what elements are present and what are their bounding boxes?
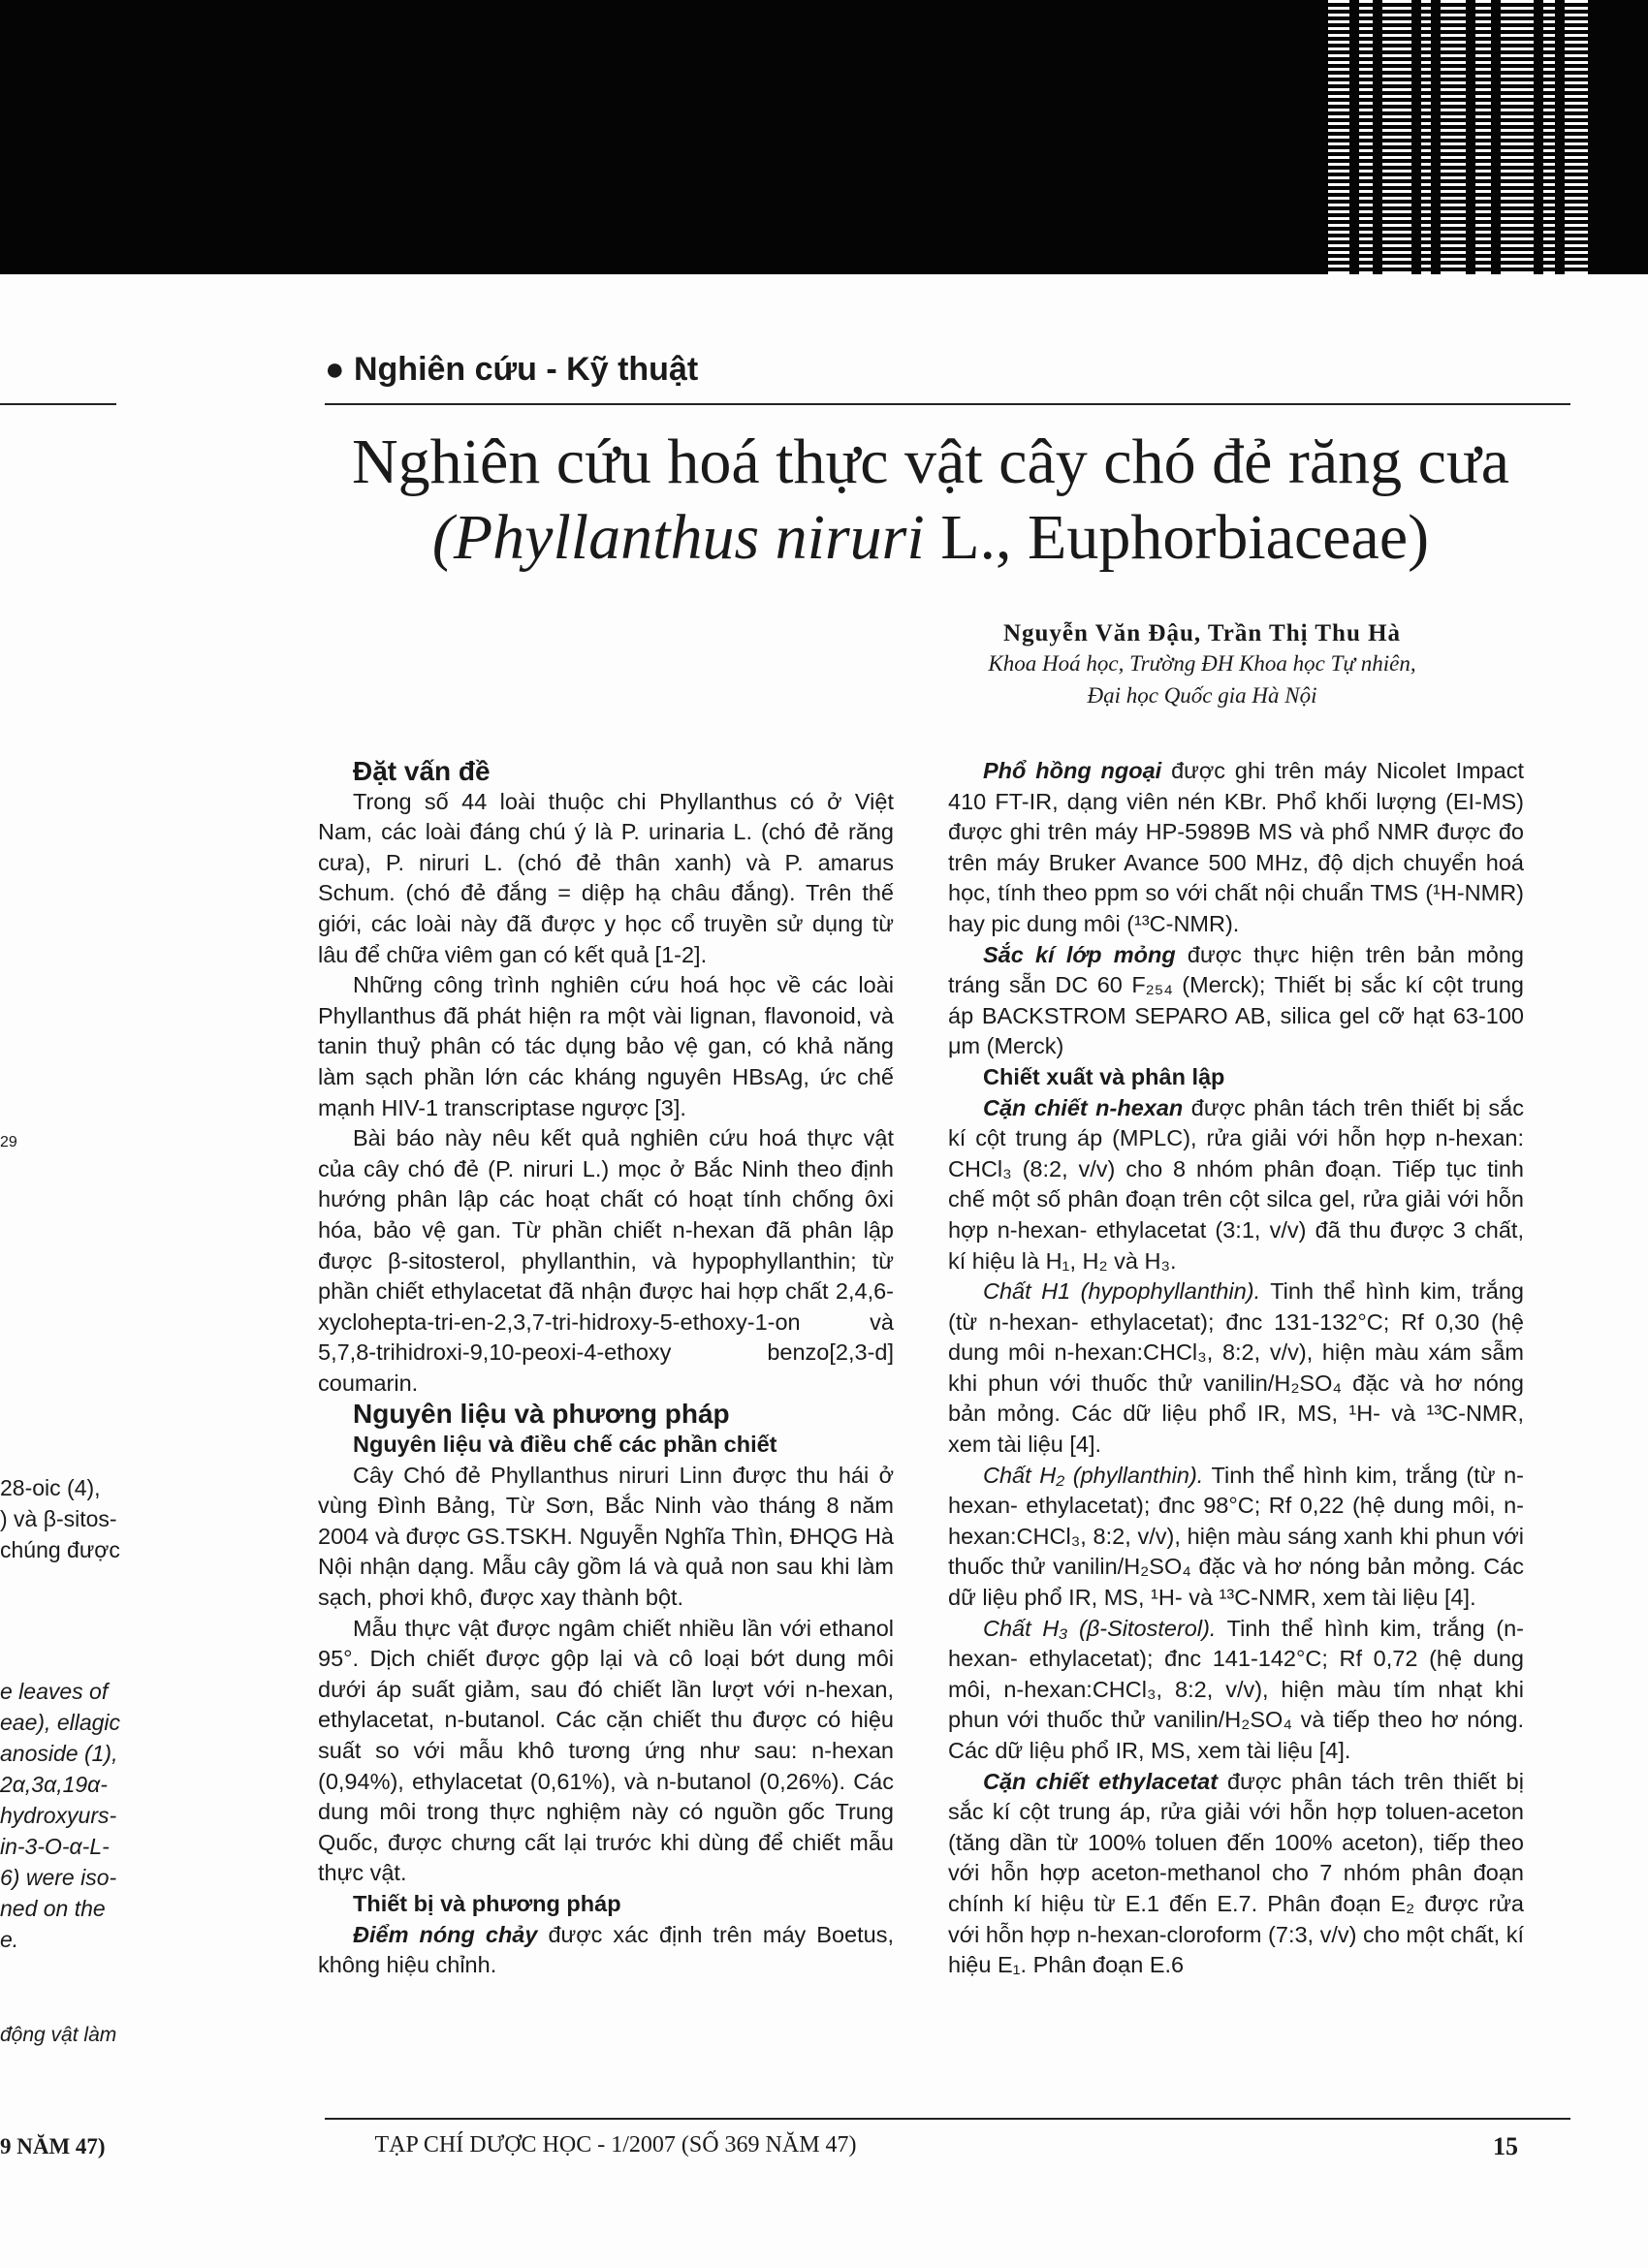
paragraph-text: Tinh thể hình kim, trắng (n-hexan- ethylacetat); đnc 141-142°C; Rf 0,72 (hệ dung môi, n-hexan:CHCl₃, 8:2, v/v), hiện màu tím nhạt khi phun với thuốc thử vanilin/H₂SO₄ và tiếp theo hơ nóng. Các dữ liệu phổ IR, MS, xem tài liệu [4]. xyxy=(948,1615,1524,1763)
paragraph xyxy=(948,1767,1524,1981)
lead-term: Chất H₃ (β-Sitosterol). xyxy=(983,1615,1217,1641)
paragraph xyxy=(948,1614,1524,1767)
title-species: (Phyllanthus niruri xyxy=(431,502,925,573)
paragraph: Mẫu thực vật được ngâm chiết nhiều lần với ethanol 95°. Dịch chiết được gộp lại và cô loại bớt dung môi dưới áp suất giảm, sau đó chiết lần lượt với n-hexan, ethylacetat, n-butanol. Các cặn chiết thu được có hiệu suất so với mẫu khô tương ứng như sau: n-hexan (0,94%), ethylacetat (0,61%), và n-butanol (0,26%). Các dung môi trong thực nghiệm này có nguồn gốc Trung Quốc, được chưng cất lại trước khi dùng để chiết mẫu thực vật. xyxy=(318,1615,894,1886)
paragraph-text: được xác định trên máy Boetus, không hiệu chỉnh. xyxy=(318,1921,894,1978)
author-block xyxy=(834,620,1570,711)
paragraph-text: được phân tách trên thiết bị sắc kí cột trung áp (MPLC), rửa giải với hỗn hợp n-hexan: CHCl₃ (8:2, v/v) cho 8 nhóm phân đoạn. Tiếp tục tinh chế một số phân đoạn trên cột silca gel, rửa giải với hỗn hợp n-hexan- ethylacetat (3:1, v/v) đã thu được 3 chất, kí hiệu là H₁, H₂ và H₃. xyxy=(948,1094,1524,1274)
article-title xyxy=(291,425,1570,576)
paragraph-text: Tinh thể hình kim, trắng (từ n-hexan- ethylacetat); đnc 98°C; Rf 0,22 (hệ dung môi, n-hexan:CHCl₃, 8:2, v/v), hiện màu sáng xanh khi phun với thuốc thử vanilin/H₂SO₄ đặc và hơ nóng bản mỏng. Các dữ liệu phổ IR, MS, ¹H- và ¹³C-NMR, xem tài liệu [4]. xyxy=(948,1462,1524,1611)
right-column xyxy=(948,756,1524,1981)
left-fragment: chúng được xyxy=(0,1537,120,1562)
lead-term: Phổ hồng ngoại xyxy=(983,758,1162,783)
left-fragment: 28-oic (4), xyxy=(0,1475,101,1500)
paragraph-text: được thực hiện trên bản mỏng tráng sẵn DC 60 F₂₅₄ (Merck); Thiết bị sắc kí cột trung áp BACKSTROM SEPARO AB, silica gel cỡ hạt 63-100 μm (Merck) xyxy=(948,941,1524,1059)
heading-equipment: Thiết bị và phương pháp xyxy=(353,1890,621,1916)
paragraph xyxy=(318,1920,894,1981)
top-black-band xyxy=(0,0,1648,274)
paragraph: Trong số 44 loài thuộc chi Phyllanthus có ở Việt Nam, các loài đáng chú ý là P. urinaria L. (chó đẻ răng cưa), P. niruri L. (chó đẻ thân xanh) và P. amarus Schum. (chó đẻ đắng = diệp hạ châu đắng). Trên thế giới, các loài này đã được y học cổ truyền sử dụng từ lâu để chữa viêm gan có kết quả [1-2]. xyxy=(318,788,894,967)
left-fragment: eae), ellagic xyxy=(0,1710,121,1735)
heading-methods: Nguyên liệu và phương pháp xyxy=(353,1399,730,1430)
title-family: L., Euphorbiaceae) xyxy=(924,502,1430,573)
heading-introduction: Đặt vấn đề xyxy=(353,756,491,786)
footer-rule xyxy=(325,2118,1570,2120)
paragraph xyxy=(948,756,1524,940)
affiliation-line-2: Đại học Quốc gia Hà Nội xyxy=(1087,683,1317,708)
barcode-marks xyxy=(1328,0,1648,274)
lead-term: Chất H1 (hypophyllanthin). xyxy=(983,1278,1261,1305)
left-fragment: 2α,3α,19α- xyxy=(0,1772,108,1797)
paragraph xyxy=(948,1093,1524,1277)
left-fragment: ) và β-sitos- xyxy=(0,1506,117,1531)
paragraph xyxy=(948,940,1524,1062)
left-fragment: e leaves of xyxy=(0,1679,109,1704)
paragraph-text: Tinh thể hình kim, trắng (từ n-hexan- ethylacetat); đnc 131-132°C; Rf 0,30 (hệ dung môi n-hexan:CHCl₃, 8:2, v/v), hiện màu xám sẫm khi phun với thuốc thử vanilin/H₂SO₄ đặc và hơ nóng bản mỏng. Các dữ liệu phổ IR, MS, ¹H- và ¹³C-NMR, xem tài liệu [4]. xyxy=(948,1278,1524,1458)
paragraph-text: được ghi trên máy Nicolet Impact 410 FT-IR, dạng viên nén KBr. Phổ khối lượng (EI-MS) được ghi trên máy HP-5989B MS và phổ NMR được đo trên máy Bruker Avance 500 MHz, độ dịch chuyển hoá học, tính theo ppm so với chất nội chuẩn TMS (¹H-NMR) hay pic dung môi (¹³C-NMR). xyxy=(948,758,1524,936)
paragraph: Những công trình nghiên cứu hoá học về các loài Phyllanthus đã phát hiện ra một vài lignan, flavonoid, và tanin thuỷ phân có tác dụng bảo vệ gan, có khả năng làm sạch phần lớn các kháng nguyên HBsAg, ức chế mạnh HIV-1 transcriptase ngược [3]. xyxy=(318,972,894,1120)
lead-term: Cặn chiết ethylacetat xyxy=(983,1768,1219,1794)
section-heading: ● Nghiên cứu - Kỹ thuật xyxy=(325,351,699,388)
lead-term: Sắc kí lớp mỏng xyxy=(983,941,1176,967)
left-fragment: 6) were iso- xyxy=(0,1865,117,1890)
paragraph: Cây Chó đẻ Phyllanthus niruri Linn được thu hái ở vùng Đình Bảng, Từ Sơn, Bắc Ninh vào tháng 8 năm 2004 và được GS.TSKH. Nguyễn Nghĩa Thìn, ĐHQG Hà Nội nhận dạng. Mẫu cây gồm lá và quả non sau khi làm sạch, phơi khô, được xay thành bột. xyxy=(318,1462,894,1611)
title-line-1: Nghiên cứu hoá thực vật cây chó đẻ răng cưa xyxy=(352,426,1509,497)
author-names: Nguyễn Văn Đậu, Trần Thị Thu Hà xyxy=(1002,620,1402,646)
left-fragment: 9 NĂM 47) xyxy=(0,2134,106,2158)
left-fragment: động vật làm xyxy=(0,2024,117,2046)
left-fragment: ned on the xyxy=(0,1896,106,1921)
left-fragment: e. xyxy=(0,1927,19,1952)
paragraph: Bài báo này nêu kết quả nghiên cứu hoá thực vật của cây chó đẻ (P. niruri L.) mọc ở Bắc Ninh theo định hướng phân lập các hoạt chất có hoạt tính chống ôxi hóa, bảo vệ gan. Từ phần chiết n-hexan đã phân lập được β-sitosterol, phyllanthin, và hypophyllanthin; từ phần chiết ethylacetat đã nhận được hai hợp chất 2,4,6-xyclohepta-tri-en-2,3,7-tri-hidroxy-5-ethoxy-1-on và 5,7,8-trihidroxi-9,10-peoxi-4-ethoxy benzo[2,3-d] coumarin. xyxy=(318,1125,894,1396)
lead-term: Cặn chiết n-hexan xyxy=(983,1094,1184,1120)
left-fragment: hydroxyurs- xyxy=(0,1803,117,1828)
paragraph xyxy=(948,1461,1524,1614)
left-fragment: in-3-O-α-L- xyxy=(0,1834,110,1859)
affiliation-line-1: Khoa Hoá học, Trường ĐH Khoa học Tự nhiên, xyxy=(988,651,1416,676)
left-rule xyxy=(0,403,116,405)
left-fragment: anoside (1), xyxy=(0,1741,118,1766)
title-line-2 xyxy=(291,500,1570,576)
paragraph-text: được phân tách trên thiết bị sắc kí cột trung áp, rửa giải với hỗn hợp toluen-aceton (tăng dần từ 100% toluen đến 100% aceton), tiếp theo với hỗn hợp aceton-methanol cho 7 nhóm phân đoạn chính kí hiệu từ E.1 đến E.7. Phân đoạn E₂ được rửa với hỗn hợp n-hexan-cloroform (7:3, v/v) cho một chất, kí hiệu E₁. Phân đoạn E.6 xyxy=(948,1768,1524,1978)
journal-footer: TẠP CHÍ DƯỢC HỌC - 1/2007 (SỐ 369 NĂM 47) xyxy=(374,2132,857,2158)
left-fragment: 29 xyxy=(0,1134,17,1150)
left-column xyxy=(318,756,894,1981)
lead-term: Chất H₂ (phyllanthin). xyxy=(983,1462,1204,1488)
heading-extraction: Chiết xuất và phân lập xyxy=(983,1063,1225,1089)
heading-materials: Nguyên liệu và điều chế các phần chiết xyxy=(353,1432,777,1458)
paragraph xyxy=(948,1276,1524,1461)
page-number: 15 xyxy=(1493,2132,1518,2160)
lead-term: Điểm nóng chảy xyxy=(353,1921,538,1947)
section-rule xyxy=(325,403,1570,405)
